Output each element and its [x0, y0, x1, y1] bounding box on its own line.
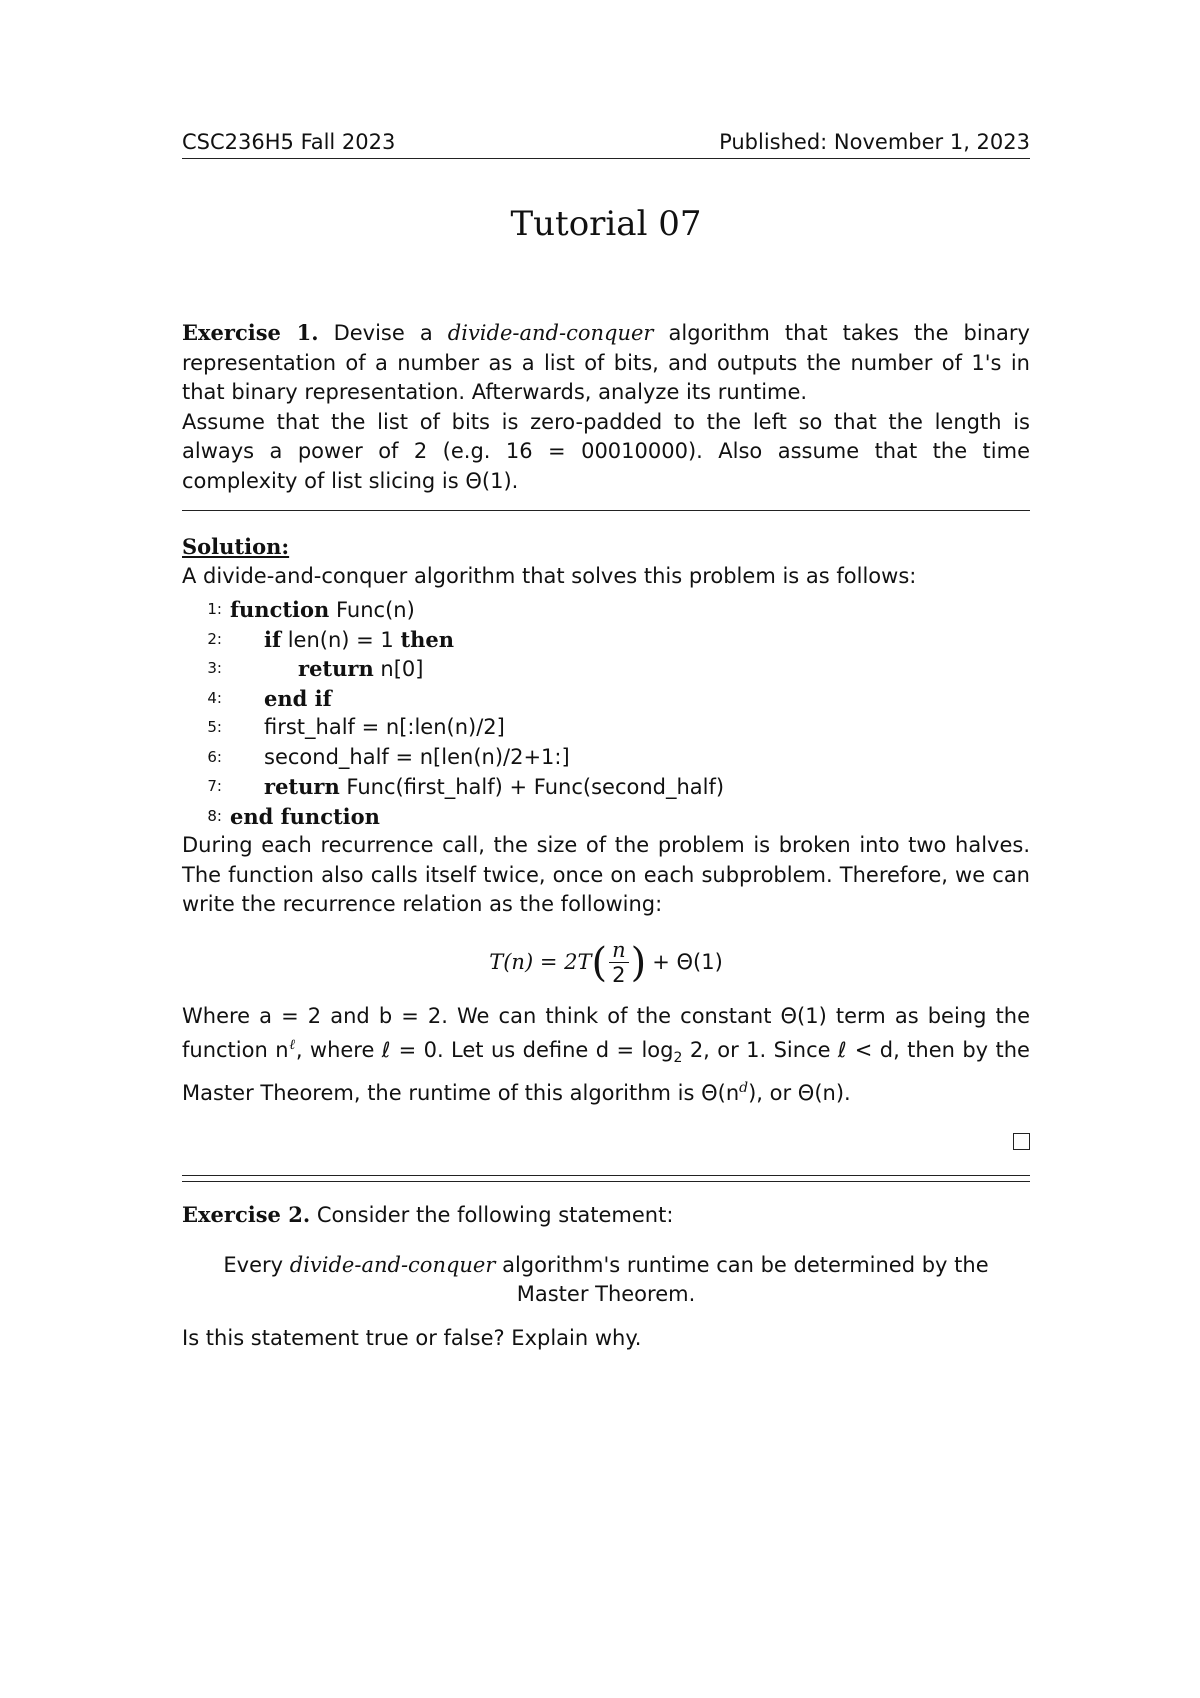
- equation-open-paren: (: [591, 939, 608, 986]
- para2-part-b: , where ℓ = 0. Let us define d = log: [295, 1038, 674, 1062]
- quote-term: divide-and-conquer: [289, 1252, 496, 1277]
- exercise-1-text-b: algorithm that takes the binary representation of a number as a list of bits, and outputs the number of 1's in that binary representation. Afterwards, analyze its runtime.: [182, 321, 1030, 404]
- statement: first_half = n[:len(n)/2]: [264, 715, 505, 739]
- equation-lhs: T(n) = 2T: [489, 949, 592, 974]
- algorithm-line: [182, 684, 1030, 714]
- keyword: function: [230, 597, 330, 622]
- statement: n[0]: [380, 657, 424, 681]
- line-number: 8:: [207, 806, 222, 825]
- equation-close-paren: ): [630, 939, 647, 986]
- statement: second_half = n[len(n)/2+1:]: [264, 744, 570, 769]
- exercise-2-label: Exercise 2.: [182, 1202, 311, 1227]
- exercise-1-term: divide-and-conquer: [447, 321, 654, 345]
- solution: [182, 532, 1030, 1108]
- keyword: end if: [264, 685, 332, 711]
- course-label: CSC236H5 Fall 2023: [182, 130, 396, 154]
- line-body: [230, 772, 724, 802]
- solution-paragraph-2: [182, 1002, 1030, 1109]
- keyword: return: [298, 656, 374, 681]
- solution-heading: Solution:: [182, 534, 290, 559]
- algorithm-line: [182, 713, 1030, 743]
- line-body: [230, 595, 415, 625]
- recurrence-equation: [182, 932, 1030, 994]
- exercise-2-text: Consider the following statement:: [316, 1203, 674, 1227]
- equation-denominator: 2: [612, 963, 626, 987]
- statement: Func(first_half) + Func(second_half): [346, 775, 725, 799]
- equation-fraction: [609, 938, 629, 987]
- equation-numerator: n: [609, 938, 629, 963]
- algorithm-line: [182, 743, 1030, 773]
- line-number: 7:: [207, 777, 222, 795]
- algorithm-line: [182, 625, 1030, 655]
- equation-rhs: + Θ(1): [652, 949, 723, 974]
- page-header: [182, 128, 1030, 156]
- section-double-rule-top: [182, 1175, 1030, 1176]
- line-number: 2:: [207, 629, 222, 648]
- section-double-rule-bottom: [182, 1181, 1030, 1182]
- para2-part-a: Where a = 2 and b = 2. We can think of the constant Θ(1) term as being the function n: [182, 1003, 1030, 1062]
- quote-part-a: Every: [223, 1252, 284, 1277]
- algorithm-line: [182, 772, 1030, 802]
- line-body: [230, 802, 380, 832]
- header-rule: [182, 158, 1030, 159]
- line-number: 1:: [207, 600, 222, 618]
- keyword: then: [400, 626, 455, 652]
- line-body: [230, 713, 505, 743]
- keyword: end function: [230, 803, 380, 829]
- algorithm-line: [182, 595, 1030, 625]
- exercise-1-label: Exercise 1.: [182, 320, 319, 345]
- para2-sub-2: 2: [673, 1050, 683, 1067]
- line-number: 3:: [207, 659, 222, 677]
- para2-part-d: ), or Θ(n).: [748, 1080, 851, 1105]
- line-body: [230, 684, 332, 714]
- page-title: Tutorial 07: [510, 204, 702, 244]
- published-date: Published: November 1, 2023: [719, 130, 1030, 154]
- qed-box-icon: [1013, 1133, 1030, 1150]
- exercise-2-quote: [196, 1251, 1016, 1310]
- line-number: 6:: [207, 747, 222, 766]
- line-body: [230, 625, 454, 655]
- exercise-1: [182, 318, 1030, 496]
- exercise-2-question: Is this statement true or false? Explain why.: [182, 1325, 642, 1350]
- line-number: 4:: [207, 688, 222, 707]
- solution-intro: A divide-and-conquer algorithm that solves this problem is as follows:: [182, 563, 917, 588]
- para2-sup-d: d: [739, 1079, 749, 1096]
- line-number: 5:: [207, 718, 222, 736]
- exercise-1-text-a: Devise a: [333, 321, 433, 345]
- keyword: if: [264, 626, 282, 652]
- exercise-divider: [182, 510, 1030, 511]
- exercise-2: [182, 1200, 1030, 1353]
- solution-paragraph-1: During each recurrence call, the size of the problem is broken into two halves. The function also calls itself twice, once on each subproblem. Therefore, we can write the recurrence relation as the following:: [182, 833, 1030, 916]
- quote-part-b: algorithm's runtime can be determined by the Master Theorem.: [502, 1252, 989, 1306]
- algorithm: [182, 595, 1030, 831]
- line-body: [230, 654, 423, 684]
- algorithm-line: [182, 802, 1030, 832]
- statement: len(n) = 1: [287, 627, 394, 652]
- exercise-1-text-c: Assume that the list of bits is zero-padded to the left so that the length is always a power of 2 (e.g. 16 = 00010000). Also assume that the time complexity of list slicing is Θ(1).: [182, 409, 1030, 493]
- para2-part-c: 2, or 1. Since ℓ < d, then by the Master Theorem, the runtime of this algorithm is Θ(n: [182, 1038, 1030, 1105]
- algorithm-line: [182, 654, 1030, 684]
- statement: Func(n): [336, 598, 415, 622]
- line-body: [230, 743, 570, 773]
- para2-sup-l: ℓ: [288, 1037, 296, 1053]
- keyword: return: [264, 774, 340, 799]
